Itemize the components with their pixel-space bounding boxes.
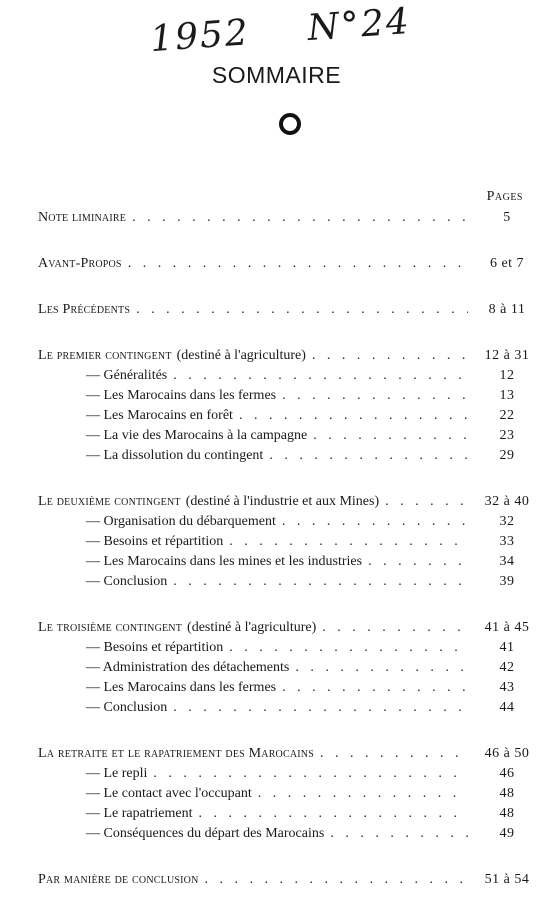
dot-leader: [282, 386, 468, 406]
toc-entry[interactable]: [38, 300, 540, 320]
toc-entry-title: Note liminaire: [38, 210, 127, 225]
dot-leader: [199, 804, 468, 824]
toc-page-number: 43: [499, 680, 515, 695]
toc-subentry[interactable]: [38, 698, 540, 718]
dot-leader: [229, 638, 468, 658]
toc-entry[interactable]: [38, 254, 540, 274]
dot-leader: [173, 572, 468, 592]
toc-page-number: 44: [499, 700, 515, 715]
toc-page-number: 32 à 40: [484, 494, 530, 509]
toc-entry[interactable]: [38, 492, 540, 512]
toc-subentry-title: — Les Marocains en forêt: [86, 408, 233, 423]
dot-leader: [312, 346, 468, 366]
toc-subentry[interactable]: [38, 824, 540, 844]
toc-page-number: 48: [499, 806, 515, 821]
toc-page-number: 22: [499, 408, 515, 423]
toc-subentry-title: — Le rapatriement: [86, 806, 193, 821]
toc-page-number: 29: [499, 448, 515, 463]
dot-leader: [269, 446, 468, 466]
toc-subentry[interactable]: [38, 658, 540, 678]
toc-page-number: 39: [499, 574, 515, 589]
toc-section: [38, 870, 540, 890]
handwritten-number: N°24: [306, 0, 413, 50]
dot-leader: [258, 784, 468, 804]
toc-subentry-title: — Conclusion: [86, 574, 168, 589]
toc-page-number: 12 à 31: [484, 348, 530, 363]
toc-subentry[interactable]: [38, 784, 540, 804]
toc-page-number: 46: [499, 766, 515, 781]
toc-entry-subtitle: (destiné à l'agriculture): [187, 620, 317, 635]
dot-leader: [132, 208, 468, 228]
toc-page-number: 13: [499, 388, 515, 403]
toc-entry-title: Le deuxième contingent: [38, 494, 181, 509]
toc-page-number: 41 à 45: [484, 620, 530, 635]
toc-section: [38, 492, 540, 592]
toc-subentry-title: — Le repli: [86, 766, 148, 781]
toc-page-number: 23: [499, 428, 515, 443]
toc-entry-title: Par manière de conclusion: [38, 872, 199, 887]
toc-page-number: 8 à 11: [488, 302, 526, 317]
toc-page-number: 46 à 50: [484, 746, 530, 761]
toc-section: [38, 346, 540, 466]
toc-subentry[interactable]: [38, 804, 540, 824]
toc-page-number: 12: [499, 368, 515, 383]
toc-subentry-title: — Administration des détachements: [86, 660, 290, 675]
toc-page-number: 48: [499, 786, 515, 801]
toc-page-number: 32: [499, 514, 515, 529]
toc-entry-subtitle: (destiné à l'industrie et aux Mines): [185, 494, 380, 509]
toc-page-number: 6 et 7: [489, 256, 525, 271]
toc-subentry[interactable]: [38, 406, 540, 426]
dot-leader: [320, 744, 468, 764]
toc-entry-title: La retraite et le rapatriement des Marocains: [38, 746, 314, 761]
toc-entry[interactable]: [38, 618, 540, 638]
toc-page-number: 34: [499, 554, 515, 569]
toc-subentry-title: — Besoins et répartition: [86, 534, 224, 549]
dot-leader: [295, 658, 468, 678]
toc-subentry[interactable]: [38, 532, 540, 552]
toc-entry-subtitle: (destiné à l'agriculture): [176, 348, 306, 363]
toc-entry-title: Le troisième contingent: [38, 620, 183, 635]
dot-leader: [173, 698, 468, 718]
dot-leader: [282, 678, 468, 698]
toc-subentry[interactable]: [38, 366, 540, 386]
dot-leader: [385, 492, 468, 512]
handwritten-annotation: [149, 1, 412, 60]
dot-leader: [128, 254, 468, 274]
toc-section: [38, 744, 540, 844]
toc-page-number: 41: [499, 640, 515, 655]
toc-page-number: 49: [499, 826, 515, 841]
toc-subentry-title: — Les Marocains dans les mines et les industries: [86, 554, 363, 569]
toc-page-number: 42: [499, 660, 515, 675]
toc-entry-title: Avant-Propos: [38, 256, 122, 271]
toc-subentry[interactable]: [38, 764, 540, 784]
toc-entry[interactable]: [38, 870, 540, 890]
toc-subentry[interactable]: [38, 638, 540, 658]
dot-leader: [313, 426, 468, 446]
toc-subentry-title: — La vie des Marocains à la campagne: [86, 428, 308, 443]
toc-subentry[interactable]: [38, 512, 540, 532]
dot-leader: [153, 764, 468, 784]
dot-leader: [173, 366, 468, 386]
toc-subentry[interactable]: [38, 552, 540, 572]
toc-page-number: 33: [499, 534, 515, 549]
toc-entry-title: Le premier contingent: [38, 348, 172, 363]
table-of-contents: [38, 208, 540, 916]
toc-section: [38, 618, 540, 718]
page-title: SOMMAIRE: [211, 62, 342, 88]
toc-entry-title: Les Précédents: [38, 302, 131, 317]
toc-subentry-title: — Conclusion: [86, 700, 168, 715]
toc-section: [38, 300, 540, 320]
dot-leader: [229, 532, 468, 552]
toc-subentry-title: — Besoins et répartition: [86, 640, 224, 655]
dot-leader: [136, 300, 468, 320]
toc-entry[interactable]: [38, 346, 540, 366]
toc-section: [38, 254, 540, 274]
toc-subentry-title: — Organisation du débarquement: [86, 514, 276, 529]
ring-ornament-icon: [279, 113, 301, 135]
dot-leader: [322, 618, 468, 638]
pages-column-header: Pages: [486, 189, 523, 204]
toc-subentry-title: — Conséquences du départ des Marocains: [86, 826, 325, 841]
toc-entry[interactable]: [38, 208, 540, 228]
toc-subentry[interactable]: [38, 426, 540, 446]
toc-subentry[interactable]: [38, 572, 540, 592]
handwritten-year: 1952: [148, 12, 252, 61]
toc-subentry[interactable]: [38, 386, 540, 406]
toc-subentry-title: — Les Marocains dans les fermes: [86, 388, 277, 403]
dot-leader: [330, 824, 468, 844]
toc-subentry-title: — Les Marocains dans les fermes: [86, 680, 277, 695]
toc-page-number: 5: [503, 210, 511, 225]
toc-subentry-title: — Le contact avec l'occupant: [86, 786, 252, 801]
dot-leader: [205, 870, 468, 890]
toc-section: [38, 208, 540, 228]
toc-page-number: 51 à 54: [484, 872, 530, 887]
toc-subentry[interactable]: [38, 446, 540, 466]
toc-subentry[interactable]: [38, 678, 540, 698]
dot-leader: [282, 512, 468, 532]
dot-leader: [368, 552, 468, 572]
dot-leader: [239, 406, 468, 426]
toc-entry[interactable]: [38, 744, 540, 764]
toc-subentry-title: — Généralités: [86, 368, 168, 383]
toc-subentry-title: — La dissolution du contingent: [86, 448, 264, 463]
